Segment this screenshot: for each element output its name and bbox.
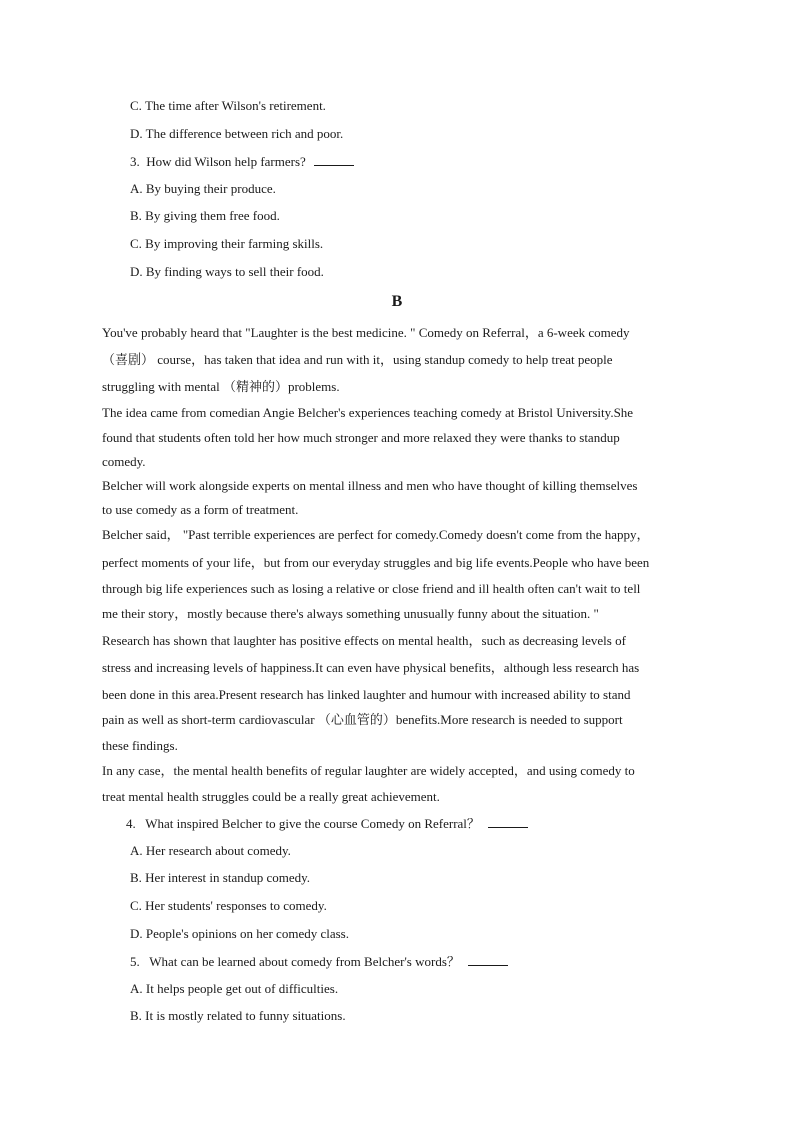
option-text: It helps people get out of difficulties. (145, 981, 339, 996)
passage-line: Belcher will work alongside experts on mental illness and men who have thought of killing themselves (102, 478, 638, 493)
answer-blank (314, 153, 354, 166)
q2-option-d (130, 126, 343, 142)
q2-option-c (130, 98, 326, 114)
answer-blank (468, 953, 508, 966)
option-text: People's opinions on her comedy class. (145, 926, 349, 941)
option-letter: A. (130, 181, 143, 196)
option-text: The time after Wilson's retirement. (144, 98, 326, 113)
q3-option-a (130, 181, 276, 197)
question-5 (130, 953, 508, 970)
option-text: By finding ways to sell their food. (145, 264, 324, 279)
passage-line: through big life experiences such as losing a relative or close friend and ill health often can't wait to tell (102, 581, 641, 596)
question-text: What can be learned about comedy from Belcher's words？ (149, 954, 460, 969)
option-letter: B. (130, 1008, 142, 1023)
passage-line: found that students often told her how much stronger and more relaxed they were thanks to standup (102, 430, 620, 445)
passage-line: The idea came from comedian Angie Belcher's experiences teaching comedy at Bristol University.She (102, 405, 634, 420)
q4-option-b (130, 870, 310, 886)
q5-option-a (130, 981, 338, 997)
answer-blank (488, 815, 528, 828)
passage-line: these findings. (102, 738, 178, 753)
option-letter: B. (130, 870, 142, 885)
passage-line: You've probably heard that "Laughter is the best medicine. " Comedy on Referral，a 6-week comedy (102, 325, 630, 340)
passage-line: me their story，mostly because there's always something unusually funny about the situation. " (102, 606, 599, 621)
option-letter: A. (130, 843, 143, 858)
option-letter: D. (130, 926, 143, 941)
option-letter: A. (130, 981, 143, 996)
q3-option-b (130, 208, 280, 224)
q4-option-a (130, 843, 291, 859)
option-text: Her interest in standup comedy. (145, 870, 311, 885)
option-text: The difference between rich and poor. (145, 126, 344, 141)
passage-line: been done in this area.Present research has linked laughter and humour with increased ability to stand (102, 687, 631, 702)
option-letter: D. (130, 126, 143, 141)
question-text: How did Wilson help farmers? (146, 154, 306, 169)
section-heading: B (391, 293, 403, 310)
question-4 (126, 815, 528, 832)
option-letter: D. (130, 264, 143, 279)
passage-line: In any case，the mental health benefits of regular laughter are widely accepted，and using comedy to (102, 763, 635, 778)
option-text: It is mostly related to funny situations. (145, 1008, 346, 1023)
q5-option-b (130, 1008, 346, 1024)
question-number: 5. (130, 954, 140, 969)
passage-line: Research has shown that laughter has positive effects on mental health，such as decreasing levels of (102, 633, 626, 648)
option-text: Her research about comedy. (145, 843, 291, 858)
option-letter: C. (130, 236, 142, 251)
option-text: By buying their produce. (145, 181, 276, 196)
option-text: By giving them free food. (145, 208, 280, 223)
option-text: By improving their farming skills. (145, 236, 324, 251)
option-letter: C. (130, 98, 142, 113)
passage-line: comedy. (102, 454, 146, 469)
question-number: 3. (130, 154, 140, 169)
question-text: What inspired Belcher to give the course Comedy on Referral？ (145, 816, 480, 831)
passage-line: pain as well as short-term cardiovascular （心血管的）benefits.More research is needed to support (102, 712, 623, 727)
option-text: Her students' responses to comedy. (145, 898, 327, 913)
q4-option-d (130, 926, 349, 942)
passage-line: to use comedy as a form of treatment. (102, 502, 299, 517)
option-letter: C. (130, 898, 142, 913)
passage-line: Belcher said， "Past terrible experiences are perfect for comedy.Comedy doesn't come from the happy， (102, 527, 650, 542)
passage-line: perfect moments of your life，but from our everyday struggles and big life events.People who have been (102, 555, 650, 570)
passage-line: struggling with mental （精神的）problems. (102, 379, 340, 394)
passage-line: treat mental health struggles could be a really great achievement. (102, 789, 440, 804)
question-number: 4. (126, 816, 136, 831)
option-letter: B. (130, 208, 142, 223)
q4-option-c (130, 898, 327, 914)
question-3 (130, 153, 354, 170)
passage-line: stress and increasing levels of happiness.It can even have physical benefits，although less research has (102, 660, 640, 675)
passage-line: （喜剧） course，has taken that idea and run with it，using standup comedy to help treat people (102, 352, 613, 367)
q3-option-d (130, 264, 324, 280)
q3-option-c (130, 236, 323, 252)
